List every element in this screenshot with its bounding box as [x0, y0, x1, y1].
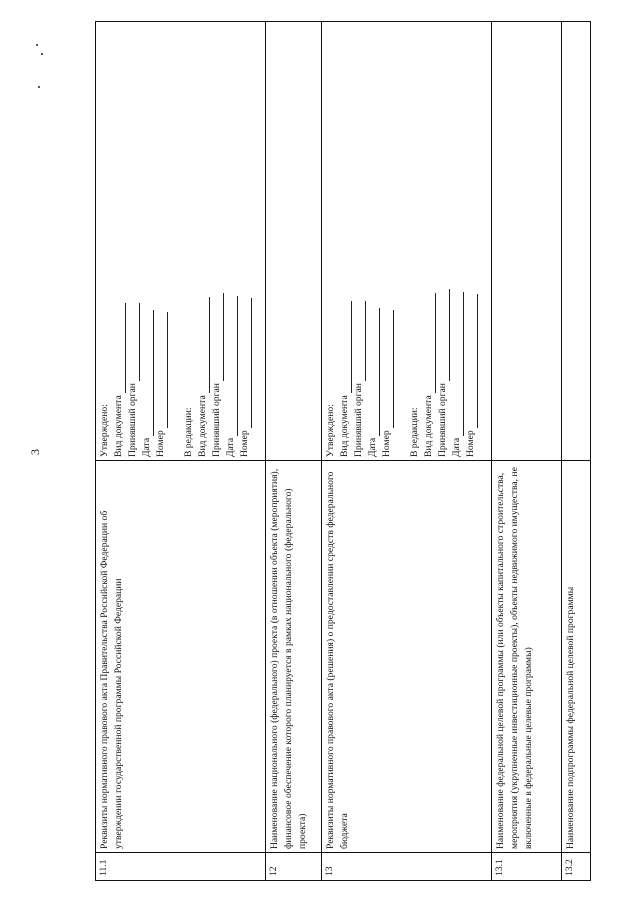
table-row	[96, 22, 266, 880]
blank-line	[143, 310, 154, 436]
field-number: Номер	[154, 25, 168, 457]
row-name: Наименование подпрограммы федеральной целевой программы	[562, 460, 590, 852]
field-doc-type: Вид документа	[338, 25, 352, 457]
field-date: Дата	[224, 25, 238, 457]
row-name: Наименование федеральной целевой программы (или объекты капитального строительства, мероприятия (укрупненные инвестиционные проекты), объекты недвижимого имущества, не включенные в федеральные целевые программы)	[492, 460, 561, 852]
row-value	[492, 22, 561, 460]
blank-line	[383, 310, 394, 428]
table-row	[492, 22, 562, 880]
field-number: Номер	[238, 25, 252, 457]
row-number: 13.1	[492, 852, 561, 880]
blank-line	[199, 297, 210, 393]
scan-speck	[38, 86, 40, 88]
blank-line	[467, 294, 478, 428]
field-doc-type: Вид документа	[422, 25, 436, 457]
row-name: Реквизиты нормативного правового акта Правительства Российской Федерации об утверждении государственной программы Российской Федерации	[96, 460, 265, 852]
row-number: 11.1	[96, 852, 265, 880]
blank-line	[425, 293, 436, 393]
blank-line	[213, 293, 224, 381]
approved-label: Утверждено:	[325, 404, 336, 457]
field-number: Номер	[464, 25, 478, 457]
row-value	[322, 22, 491, 460]
blank-line	[369, 308, 380, 436]
row-value	[562, 22, 590, 460]
row-value	[96, 22, 265, 460]
field-issuer: Принявший орган	[352, 25, 366, 457]
field-issuer: Принявший орган	[210, 25, 224, 457]
requisites-table	[95, 21, 591, 881]
field-issuer: Принявший орган	[436, 25, 450, 457]
row-name: Реквизиты нормативного правового акта (решения) о предоставлении средств федерального бюджета	[322, 460, 491, 852]
field-date: Дата	[366, 25, 380, 457]
blank-line	[241, 298, 252, 428]
approved-label: Утверждено:	[99, 404, 110, 457]
row-value	[266, 22, 321, 460]
table-row	[322, 22, 492, 880]
field-date: Дата	[140, 25, 154, 457]
blank-line	[355, 301, 366, 381]
table-row	[266, 22, 322, 880]
row-number: 12	[266, 852, 321, 880]
row-number: 13.2	[562, 852, 590, 880]
field-issuer: Принявший орган	[126, 25, 140, 457]
revision-label: В редакции:	[409, 407, 420, 457]
row-number: 13	[322, 852, 491, 880]
blank-line	[129, 303, 140, 381]
blank-line	[115, 303, 126, 393]
scan-speck	[36, 44, 38, 46]
blank-line	[439, 289, 450, 381]
row-name: Наименование национального (федерального) проекта (в отношении объекта (мероприятия), финансовое обеспечение которого планируется в рамках национального (федерального) проекта)	[266, 460, 321, 852]
scan-speck	[41, 53, 43, 55]
field-date: Дата	[450, 25, 464, 457]
blank-line	[157, 312, 168, 428]
revision-label: В редакции:	[183, 407, 194, 457]
blank-line	[227, 296, 238, 436]
field-doc-type: Вид документа	[112, 25, 126, 457]
table-row	[562, 22, 590, 880]
blank-line	[341, 301, 352, 393]
field-number: Номер	[380, 25, 394, 457]
field-doc-type: Вид документа	[196, 25, 210, 457]
blank-line	[453, 292, 464, 436]
page-number: 3	[28, 449, 42, 455]
